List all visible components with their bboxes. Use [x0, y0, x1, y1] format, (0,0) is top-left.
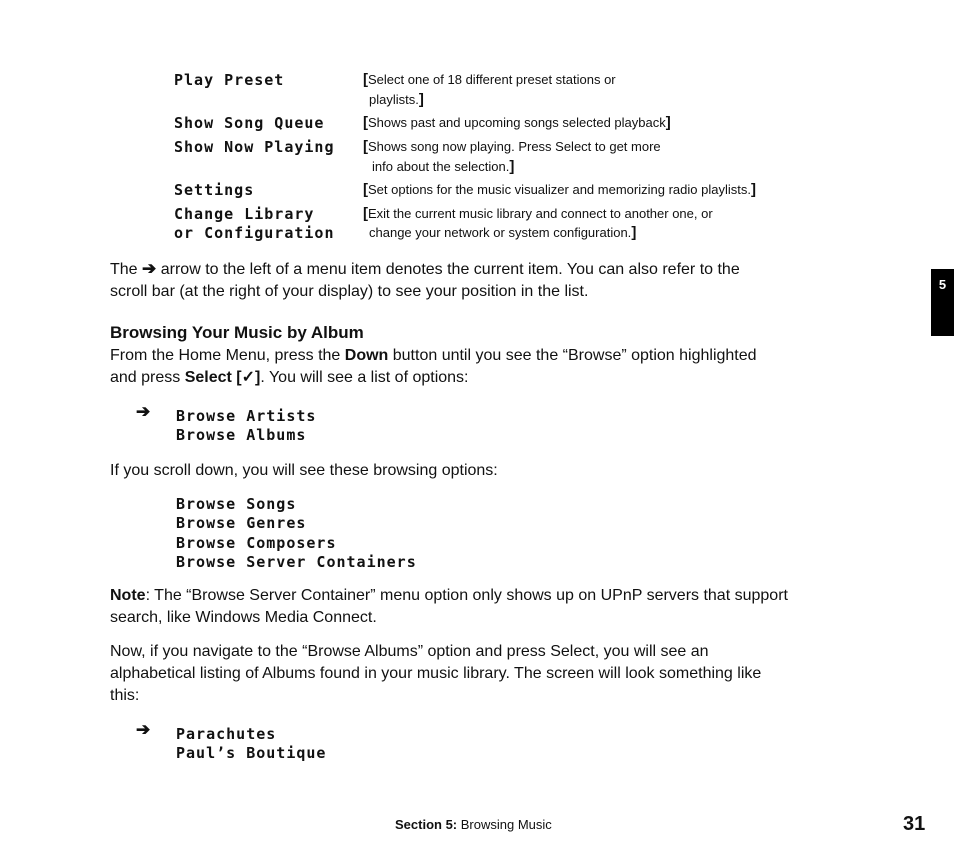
open-bracket: [ [363, 71, 368, 88]
section-heading: Browsing Your Music by Album [110, 323, 364, 342]
list-item-browse-artists: Browse Artists [176, 407, 317, 425]
para-text: button until you see the “Browse” option highlighted [388, 347, 757, 364]
desc-line: Exit the current music library and connect to another one, or [368, 206, 713, 221]
para-text: : The “Browse Server Container” menu option only shows up on UPnP servers that support [145, 587, 788, 604]
close-bracket: ] [509, 158, 515, 175]
para-text: alphabetical listing of Albums found in your music library. The screen will look something like [110, 665, 762, 682]
arrow-right-icon: ➔ [142, 259, 157, 278]
note-label: Note [110, 587, 146, 604]
footer-label: Section 5: [395, 817, 458, 832]
open-bracket: [ [363, 205, 368, 222]
menu-item-play-preset: Play Preset [174, 71, 285, 89]
list-item-parachutes: Parachutes [176, 725, 277, 743]
menu-desc-play-preset [363, 70, 616, 90]
close-bracket: ] [418, 91, 424, 108]
menu-item-change-library: Change Library [174, 205, 315, 223]
para-text: The [110, 261, 138, 278]
para-text: arrow to the left of a menu item denotes the current item. You can also refer to the [160, 261, 740, 278]
para-text: scroll bar (at the right of your display) to see your position in the list. [110, 283, 589, 300]
arrow-explanation-paragraph [110, 258, 850, 303]
home-menu-paragraph [110, 345, 850, 389]
down-button-label: Down [344, 347, 389, 364]
menu-item-show-now-playing: Show Now Playing [174, 138, 335, 156]
desc-line: info about the selection. [372, 159, 510, 174]
page-number: 31 [903, 813, 926, 835]
footer-text: Browsing Music [457, 817, 552, 832]
desc-line: Set options for the music visualizer and memorizing radio playlists. [368, 182, 751, 197]
menu-desc-change-library-2 [369, 223, 636, 243]
list-item-browse-songs: Browse Songs [176, 495, 297, 513]
list-item-browse-composers: Browse Composers [176, 534, 337, 552]
menu-desc-show-now-playing-2 [372, 157, 514, 177]
close-bracket: ] [750, 181, 756, 198]
para-text: this: [110, 687, 140, 704]
scroll-down-paragraph: If you scroll down, you will see these browsing options: [110, 462, 498, 479]
menu-item-show-song-queue: Show Song Queue [174, 114, 325, 132]
para-text: From the Home Menu, press the [110, 347, 345, 364]
desc-line: playlists. [369, 92, 419, 107]
open-bracket: [ [363, 138, 368, 155]
menu-desc-show-now-playing [363, 137, 661, 157]
menu-desc-settings [363, 180, 756, 200]
para-text: . You will see a list of options: [260, 369, 469, 386]
desc-line: Shows past and upcoming songs selected playback [368, 115, 666, 130]
desc-line: Shows song now playing. Press Select to get more [368, 139, 661, 154]
desc-line: Select one of 18 different preset stations or [368, 72, 616, 87]
select-button-label: Select [✓] [184, 369, 261, 386]
menu-desc-show-song-queue [363, 113, 671, 133]
arrow-right-icon: ➔ [136, 402, 151, 421]
close-bracket: ] [631, 224, 637, 241]
section-tab: 5 [931, 269, 954, 336]
para-text: Now, if you navigate to the “Browse Albums” option and press Select, you will see an [110, 643, 709, 660]
browse-albums-paragraph [110, 641, 850, 707]
list-item-browse-albums: Browse Albums [176, 426, 307, 444]
para-text: search, like Windows Media Connect. [110, 609, 377, 626]
arrow-right-icon: ➔ [136, 720, 151, 739]
footer [395, 817, 552, 832]
menu-item-settings: Settings [174, 181, 255, 199]
menu-desc-play-preset-2 [369, 90, 424, 110]
list-item-browse-genres: Browse Genres [176, 514, 307, 532]
note-paragraph [110, 585, 850, 629]
desc-line: change your network or system configuration. [369, 225, 632, 240]
close-bracket: ] [665, 114, 671, 131]
open-bracket: [ [363, 181, 368, 198]
menu-item-or-configuration: or Configuration [174, 224, 335, 242]
open-bracket: [ [363, 114, 368, 131]
menu-desc-change-library [363, 204, 713, 224]
para-text: and press [110, 369, 185, 386]
list-item-browse-server-containers: Browse Server Containers [176, 553, 417, 571]
list-item-pauls-boutique: Paul’s Boutique [176, 744, 327, 762]
